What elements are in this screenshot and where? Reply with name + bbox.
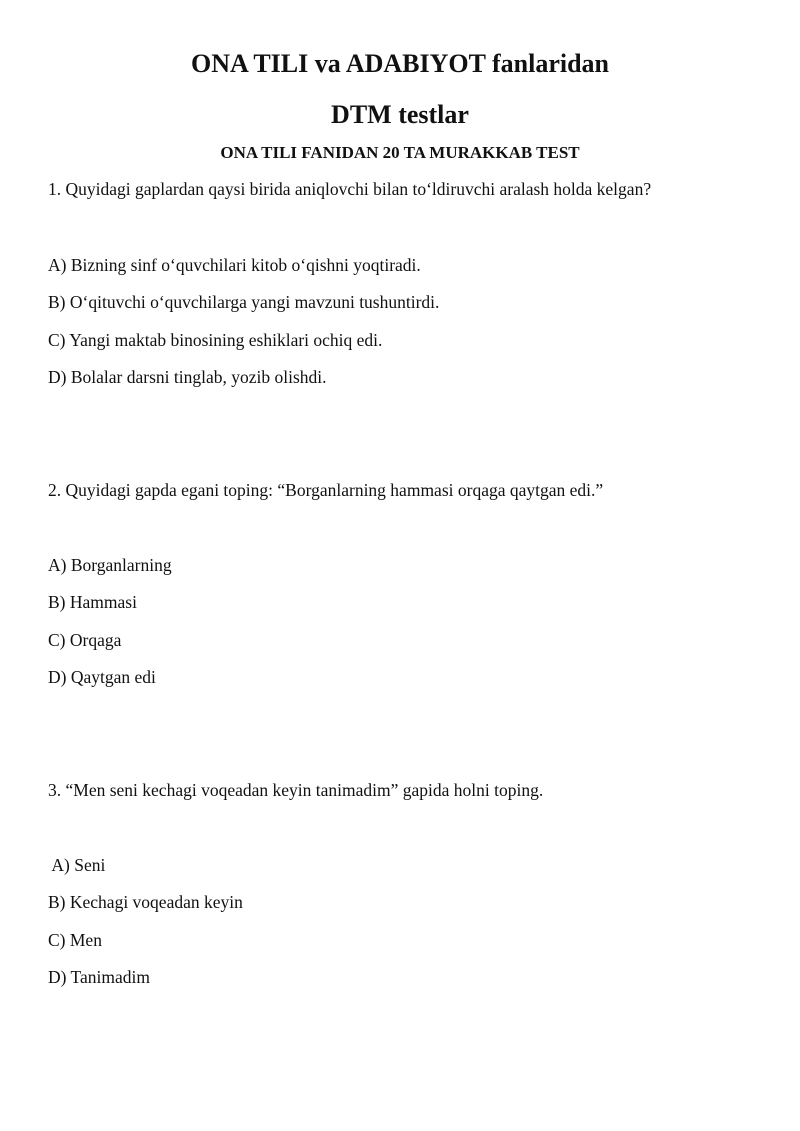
question-1-option-c: C) Yangi maktab binosining eshiklari ochiq edi. [48, 330, 383, 350]
question-1-text: 1. Quyidagi gaplardan qaysi birida aniqlovchi bilan to‘ldiruvchi aralash holda kelgan? [48, 179, 652, 199]
question-2-option-b: B) Hammasi [48, 592, 137, 612]
document-subtitle: ONA TILI FANIDAN 20 TA MURAKKAB TEST [220, 143, 580, 162]
question-3-option-c: C) Men [48, 930, 102, 950]
document-title-line2: DTM testlar [331, 100, 469, 129]
question-2-text: 2. Quyidagi gapda egani toping: “Borganlarning hammasi orqaga qaytgan edi.” [48, 480, 604, 500]
question-3-option-d: D) Tanimadim [48, 967, 150, 987]
question-1-option-b: B) O‘qituvchi o‘quvchilarga yangi mavzuni tushuntirdi. [48, 292, 440, 312]
question-2-option-a: A) Borganlarning [48, 555, 172, 575]
question-3-option-b: B) Kechagi voqeadan keyin [48, 892, 243, 912]
question-2-option-c: C) Orqaga [48, 630, 122, 650]
document-title: ONA TILI va ADABIYOT fanlaridan [190, 49, 610, 78]
question-3-text: 3. “Men seni kechagi voqeadan keyin tanimadim” gapida holni toping. [48, 780, 544, 800]
question-3-option-a: A) Seni [48, 855, 106, 875]
question-1-option-a: A) Bizning sinf o‘quvchilari kitob o‘qishni yoqtiradi. [48, 255, 421, 275]
question-2-option-d: D) Qaytgan edi [48, 667, 156, 687]
question-1-option-d: D) Bolalar darsni tinglab, yozib olishdi. [48, 367, 327, 387]
